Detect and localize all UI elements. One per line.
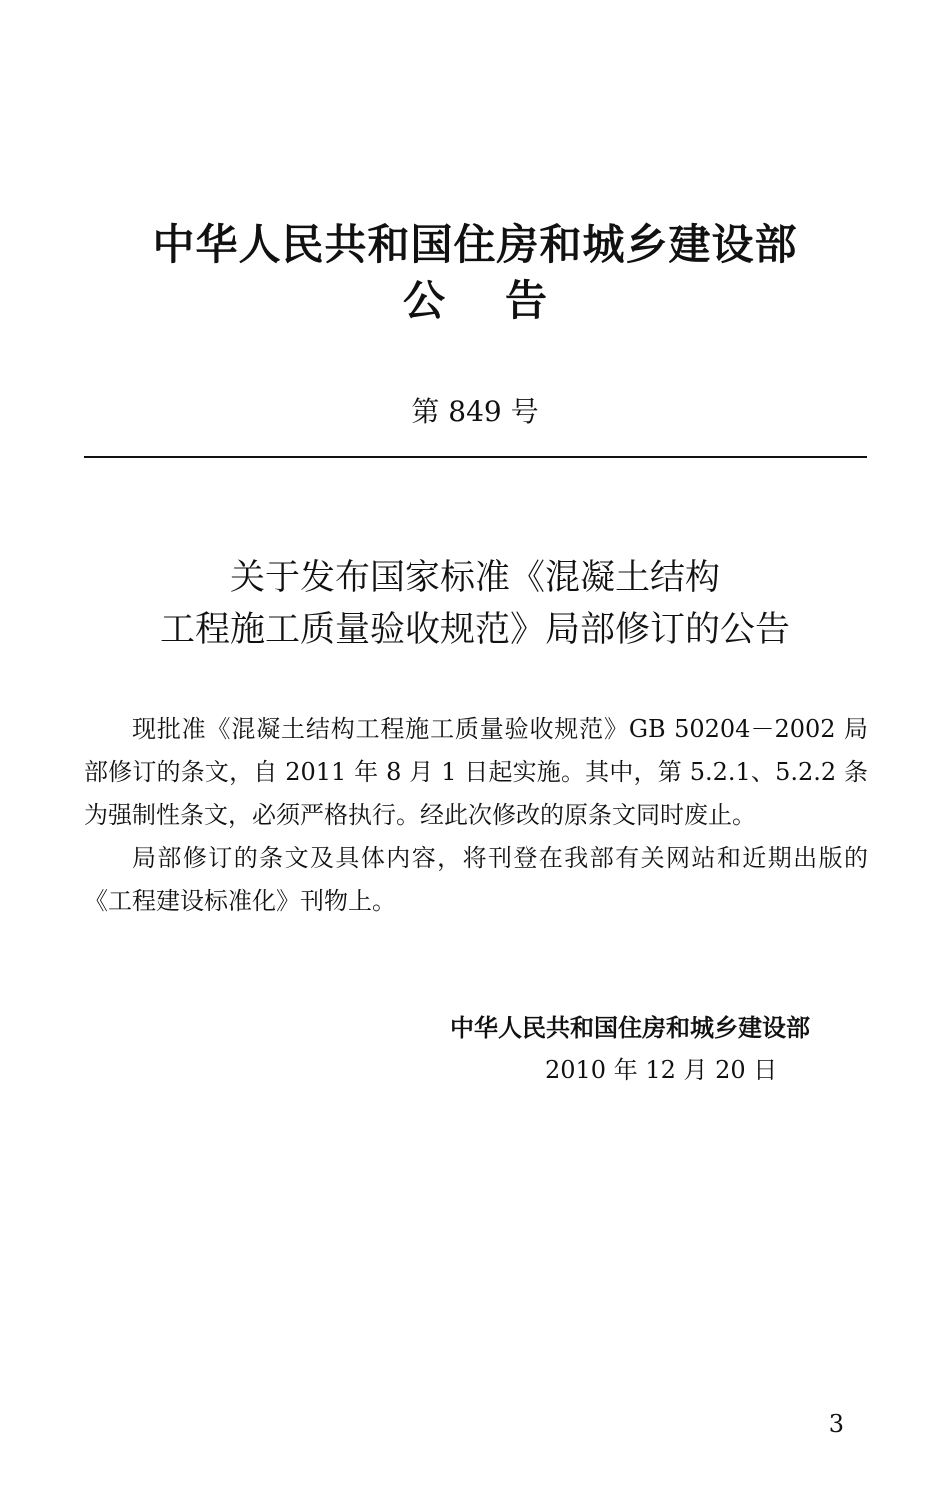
issuer-heading: 中华人民共和国住房和城乡建设部 xyxy=(152,220,798,269)
notice-body xyxy=(84,708,868,923)
body-paragraph-2: 局部修订的条文及具体内容，将刊登在我部有关网站和近期出版的《工程建设标准化》刊物上。 xyxy=(84,844,868,915)
notice-title-line-2: 工程施工质量验收规范》局部修订的公告 xyxy=(159,610,790,650)
notice-title xyxy=(0,552,950,656)
notice-heading: 公告 xyxy=(402,276,607,325)
notice-title-line-1: 关于发布国家标准《混凝土结构 xyxy=(229,558,720,598)
signature-date: 2010 年 12 月 20 日 xyxy=(545,1056,778,1084)
page-number: 3 xyxy=(828,1410,844,1438)
body-paragraph-1: 现批准《混凝土结构工程施工质量验收规范》GB 50204－2002 局部修订的条文，自 2011 年 8 月 1 日起实施。其中，第 5.2.1、5.2.2 条为强制性条文，必须严格执行。经此次修改的原条文同时废止。 xyxy=(84,715,868,829)
notice-number: 第 849 号 xyxy=(411,395,539,428)
signature-issuer: 中华人民共和国住房和城乡建设部 xyxy=(450,1014,810,1042)
horizontal-rule xyxy=(84,456,867,458)
